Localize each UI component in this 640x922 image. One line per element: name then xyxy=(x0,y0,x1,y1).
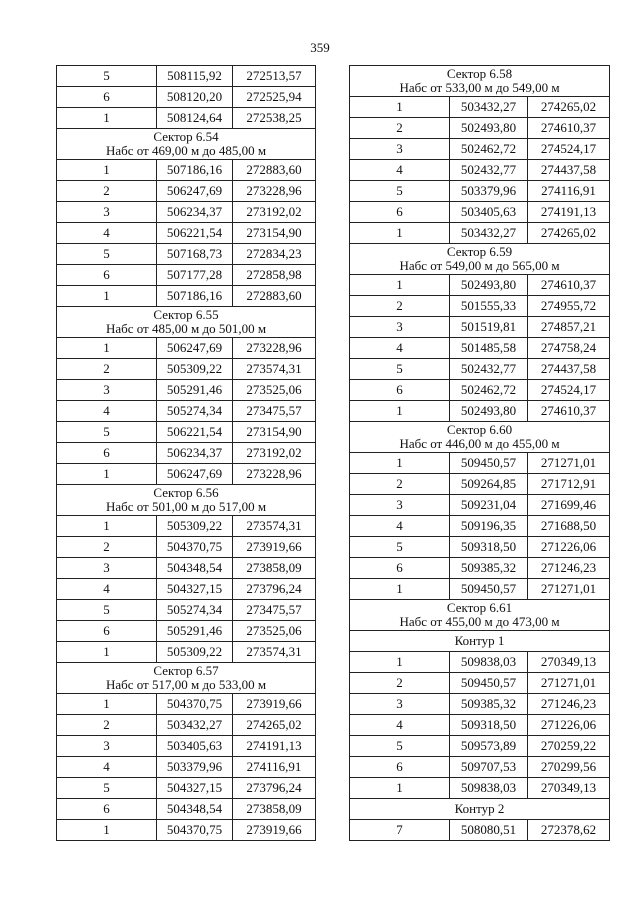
table-row xyxy=(350,694,610,715)
altitude-range: Набс от 469,00 м до 485,00 м xyxy=(105,143,267,158)
point-number-cell: 1 xyxy=(57,694,157,715)
x-coordinate-cell: 502462,72 xyxy=(450,139,528,160)
point-number-cell: 3 xyxy=(57,736,157,757)
altitude-range: Набс от 517,00 м до 533,00 м xyxy=(105,677,267,692)
y-coordinate-cell: 274610,37 xyxy=(528,275,610,296)
point-number-cell: 4 xyxy=(57,757,157,778)
table-row xyxy=(350,778,610,799)
y-coordinate-cell: 274524,17 xyxy=(528,380,610,401)
point-number-cell: 1 xyxy=(350,223,450,244)
table-row xyxy=(57,799,316,820)
x-coordinate-cell: 506234,37 xyxy=(157,202,233,223)
sector-title: Сектор 6.59 xyxy=(446,244,513,259)
y-coordinate-cell: 271688,50 xyxy=(528,516,610,537)
table-row xyxy=(350,97,610,118)
x-coordinate-cell: 506247,69 xyxy=(157,338,233,359)
point-number-cell: 6 xyxy=(57,87,157,108)
table-row xyxy=(57,87,316,108)
sector-header-row xyxy=(57,663,316,694)
point-number-cell: 4 xyxy=(57,579,157,600)
point-number-cell: 1 xyxy=(350,652,450,673)
point-number-cell: 5 xyxy=(350,359,450,380)
page-number: 359 xyxy=(310,40,330,55)
x-coordinate-cell: 505274,34 xyxy=(157,600,233,621)
sector-title: Сектор 6.55 xyxy=(153,307,219,322)
point-number-cell: 1 xyxy=(350,778,450,799)
contour-title: Контур 2 xyxy=(350,799,610,820)
table-row xyxy=(350,516,610,537)
table-row xyxy=(350,296,610,317)
x-coordinate-cell: 509231,04 xyxy=(450,495,528,516)
table-row xyxy=(350,118,610,139)
sector-header-cell xyxy=(350,66,610,97)
x-coordinate-cell: 507177,28 xyxy=(157,265,233,286)
x-coordinate-cell: 509318,50 xyxy=(450,715,528,736)
y-coordinate-cell: 270349,13 xyxy=(528,652,610,673)
point-number-cell: 4 xyxy=(350,338,450,359)
contour-title: Контур 1 xyxy=(350,631,610,652)
point-number-cell: 2 xyxy=(350,296,450,317)
point-number-cell: 5 xyxy=(57,66,157,87)
point-number-cell: 5 xyxy=(57,778,157,799)
table-row xyxy=(57,202,316,223)
point-number-cell: 6 xyxy=(57,265,157,286)
sector-header-cell xyxy=(350,600,610,631)
sector-title: Сектор 6.61 xyxy=(446,600,513,615)
point-number-cell: 1 xyxy=(57,286,157,307)
table-row xyxy=(350,673,610,694)
x-coordinate-cell: 507168,73 xyxy=(157,244,233,265)
table-row xyxy=(57,108,316,129)
y-coordinate-cell: 271246,23 xyxy=(528,694,610,715)
altitude-range: Набс от 501,00 м до 517,00 м xyxy=(105,499,267,514)
point-number-cell: 1 xyxy=(57,642,157,663)
y-coordinate-cell: 273919,66 xyxy=(233,820,316,841)
x-coordinate-cell: 505291,46 xyxy=(157,380,233,401)
point-number-cell: 1 xyxy=(57,160,157,181)
x-coordinate-cell: 509385,32 xyxy=(450,694,528,715)
x-coordinate-cell: 509707,53 xyxy=(450,757,528,778)
table-row xyxy=(350,317,610,338)
table-row xyxy=(57,286,316,307)
table-row xyxy=(350,338,610,359)
y-coordinate-cell: 273858,09 xyxy=(233,558,316,579)
point-number-cell: 5 xyxy=(350,537,450,558)
x-coordinate-cell: 509450,57 xyxy=(450,453,528,474)
table-row xyxy=(350,558,610,579)
table-row xyxy=(57,160,316,181)
y-coordinate-cell: 272378,62 xyxy=(528,820,610,841)
sector-title: Сектор 6.54 xyxy=(153,129,219,144)
x-coordinate-cell: 509838,03 xyxy=(450,652,528,673)
x-coordinate-cell: 503432,27 xyxy=(157,715,233,736)
x-coordinate-cell: 506247,69 xyxy=(157,181,233,202)
y-coordinate-cell: 271226,06 xyxy=(528,537,610,558)
point-number-cell: 1 xyxy=(57,464,157,485)
y-coordinate-cell: 273796,24 xyxy=(233,778,316,799)
sector-header-row xyxy=(350,422,610,453)
point-number-cell: 3 xyxy=(57,558,157,579)
x-coordinate-cell: 501519,81 xyxy=(450,317,528,338)
point-number-cell: 7 xyxy=(350,820,450,841)
point-number-cell: 3 xyxy=(57,380,157,401)
x-coordinate-cell: 509385,32 xyxy=(450,558,528,579)
table-row xyxy=(57,516,316,537)
sector-header-cell xyxy=(57,485,316,516)
point-number-cell: 3 xyxy=(350,495,450,516)
sector-header-row xyxy=(57,485,316,516)
table-row xyxy=(350,380,610,401)
point-number-cell: 4 xyxy=(350,715,450,736)
y-coordinate-cell: 273574,31 xyxy=(233,359,316,380)
point-number-cell: 5 xyxy=(57,422,157,443)
x-coordinate-cell: 506234,37 xyxy=(157,443,233,464)
y-coordinate-cell: 274857,21 xyxy=(528,317,610,338)
point-number-cell: 1 xyxy=(350,97,450,118)
x-coordinate-cell: 509450,57 xyxy=(450,673,528,694)
x-coordinate-cell: 504327,15 xyxy=(157,778,233,799)
point-number-cell: 4 xyxy=(350,160,450,181)
table-row xyxy=(350,139,610,160)
x-coordinate-cell: 503379,96 xyxy=(450,181,528,202)
table-row xyxy=(350,223,610,244)
table-row xyxy=(57,443,316,464)
y-coordinate-cell: 271271,01 xyxy=(528,673,610,694)
y-coordinate-cell: 273475,57 xyxy=(233,401,316,422)
point-number-cell: 6 xyxy=(350,380,450,401)
point-number-cell: 6 xyxy=(350,558,450,579)
x-coordinate-cell: 503379,96 xyxy=(157,757,233,778)
x-coordinate-cell: 504370,75 xyxy=(157,537,233,558)
y-coordinate-cell: 273919,66 xyxy=(233,694,316,715)
y-coordinate-cell: 274610,37 xyxy=(528,401,610,422)
table-row xyxy=(350,160,610,181)
y-coordinate-cell: 273858,09 xyxy=(233,799,316,820)
y-coordinate-cell: 273525,06 xyxy=(233,621,316,642)
point-number-cell: 1 xyxy=(57,338,157,359)
y-coordinate-cell: 270299,56 xyxy=(528,757,610,778)
table-row xyxy=(350,736,610,757)
table-row xyxy=(350,495,610,516)
table-row xyxy=(350,181,610,202)
point-number-cell: 2 xyxy=(57,181,157,202)
y-coordinate-cell: 274265,02 xyxy=(528,97,610,118)
table-row xyxy=(57,715,316,736)
sector-header-row xyxy=(350,66,610,97)
x-coordinate-cell: 504370,75 xyxy=(157,694,233,715)
point-number-cell: 2 xyxy=(350,474,450,495)
x-coordinate-cell: 501555,33 xyxy=(450,296,528,317)
point-number-cell: 4 xyxy=(57,223,157,244)
x-coordinate-cell: 503405,63 xyxy=(157,736,233,757)
table-row xyxy=(57,401,316,422)
y-coordinate-cell: 274955,72 xyxy=(528,296,610,317)
x-coordinate-cell: 502493,80 xyxy=(450,275,528,296)
y-coordinate-cell: 274437,58 xyxy=(528,160,610,181)
y-coordinate-cell: 273919,66 xyxy=(233,537,316,558)
table-row xyxy=(350,579,610,600)
point-number-cell: 1 xyxy=(350,275,450,296)
x-coordinate-cell: 509838,03 xyxy=(450,778,528,799)
table-row xyxy=(350,715,610,736)
x-coordinate-cell: 503405,63 xyxy=(450,202,528,223)
altitude-range: Набс от 446,00 м до 455,00 м xyxy=(399,436,560,451)
x-coordinate-cell: 502432,77 xyxy=(450,160,528,181)
table-row xyxy=(350,820,610,841)
y-coordinate-cell: 273475,57 xyxy=(233,600,316,621)
point-number-cell: 2 xyxy=(350,118,450,139)
contour-header-row xyxy=(350,799,610,820)
x-coordinate-cell: 509573,89 xyxy=(450,736,528,757)
y-coordinate-cell: 271699,46 xyxy=(528,495,610,516)
x-coordinate-cell: 501485,58 xyxy=(450,338,528,359)
x-coordinate-cell: 504370,75 xyxy=(157,820,233,841)
sector-header-row xyxy=(350,600,610,631)
y-coordinate-cell: 274116,91 xyxy=(528,181,610,202)
x-coordinate-cell: 508120,20 xyxy=(157,87,233,108)
y-coordinate-cell: 273574,31 xyxy=(233,516,316,537)
x-coordinate-cell: 509450,57 xyxy=(450,579,528,600)
sector-title: Сектор 6.57 xyxy=(153,663,219,678)
point-number-cell: 4 xyxy=(57,401,157,422)
sector-header-row xyxy=(57,129,316,160)
coordinates-table-left xyxy=(56,65,316,841)
y-coordinate-cell: 273154,90 xyxy=(233,223,316,244)
y-coordinate-cell: 271226,06 xyxy=(528,715,610,736)
y-coordinate-cell: 274265,02 xyxy=(528,223,610,244)
y-coordinate-cell: 272513,57 xyxy=(233,66,316,87)
y-coordinate-cell: 272883,60 xyxy=(233,286,316,307)
point-number-cell: 1 xyxy=(57,108,157,129)
table-row xyxy=(57,642,316,663)
altitude-range: Набс от 485,00 м до 501,00 м xyxy=(105,321,267,336)
y-coordinate-cell: 273154,90 xyxy=(233,422,316,443)
point-number-cell: 1 xyxy=(350,453,450,474)
table-row xyxy=(350,275,610,296)
table-row xyxy=(57,757,316,778)
point-number-cell: 1 xyxy=(350,579,450,600)
y-coordinate-cell: 273228,96 xyxy=(233,338,316,359)
y-coordinate-cell: 274191,13 xyxy=(528,202,610,223)
x-coordinate-cell: 505309,22 xyxy=(157,642,233,663)
table-row xyxy=(57,537,316,558)
point-number-cell: 4 xyxy=(350,516,450,537)
point-number-cell: 3 xyxy=(57,202,157,223)
table-row xyxy=(57,338,316,359)
table-row xyxy=(350,537,610,558)
x-coordinate-cell: 509196,35 xyxy=(450,516,528,537)
table-row xyxy=(57,265,316,286)
altitude-range: Набс от 549,00 м до 565,00 м xyxy=(399,258,560,273)
point-number-cell: 5 xyxy=(350,181,450,202)
point-number-cell: 6 xyxy=(57,621,157,642)
table-row xyxy=(57,736,316,757)
point-number-cell: 3 xyxy=(350,694,450,715)
x-coordinate-cell: 507186,16 xyxy=(157,160,233,181)
x-coordinate-cell: 506221,54 xyxy=(157,422,233,443)
table-row xyxy=(350,202,610,223)
table-row xyxy=(350,401,610,422)
sector-title: Сектор 6.56 xyxy=(153,485,219,500)
x-coordinate-cell: 502432,77 xyxy=(450,359,528,380)
table-row xyxy=(57,464,316,485)
x-coordinate-cell: 503432,27 xyxy=(450,223,528,244)
sector-header-row xyxy=(350,244,610,275)
table-row xyxy=(57,359,316,380)
x-coordinate-cell: 505291,46 xyxy=(157,621,233,642)
y-coordinate-cell: 273192,02 xyxy=(233,443,316,464)
x-coordinate-cell: 506221,54 xyxy=(157,223,233,244)
table-row xyxy=(57,66,316,87)
x-coordinate-cell: 503432,27 xyxy=(450,97,528,118)
y-coordinate-cell: 274610,37 xyxy=(528,118,610,139)
y-coordinate-cell: 274758,24 xyxy=(528,338,610,359)
y-coordinate-cell: 274265,02 xyxy=(233,715,316,736)
table-row xyxy=(57,181,316,202)
table-row xyxy=(57,778,316,799)
sector-header-cell xyxy=(57,307,316,338)
point-number-cell: 1 xyxy=(57,820,157,841)
table-row xyxy=(57,422,316,443)
table-row xyxy=(57,600,316,621)
point-number-cell: 1 xyxy=(57,516,157,537)
point-number-cell: 5 xyxy=(350,736,450,757)
point-number-cell: 2 xyxy=(57,359,157,380)
point-number-cell: 2 xyxy=(57,537,157,558)
contour-header-row xyxy=(350,631,610,652)
point-number-cell: 2 xyxy=(57,715,157,736)
y-coordinate-cell: 274524,17 xyxy=(528,139,610,160)
x-coordinate-cell: 505274,34 xyxy=(157,401,233,422)
x-coordinate-cell: 509264,85 xyxy=(450,474,528,495)
point-number-cell: 6 xyxy=(57,443,157,464)
y-coordinate-cell: 273796,24 xyxy=(233,579,316,600)
y-coordinate-cell: 273192,02 xyxy=(233,202,316,223)
y-coordinate-cell: 271712,91 xyxy=(528,474,610,495)
table-row xyxy=(350,359,610,380)
sector-title: Сектор 6.60 xyxy=(446,422,513,437)
table-row xyxy=(57,380,316,401)
y-coordinate-cell: 274191,13 xyxy=(233,736,316,757)
y-coordinate-cell: 271246,23 xyxy=(528,558,610,579)
point-number-cell: 6 xyxy=(350,757,450,778)
table-row xyxy=(57,558,316,579)
x-coordinate-cell: 509318,50 xyxy=(450,537,528,558)
point-number-cell: 5 xyxy=(57,244,157,265)
x-coordinate-cell: 505309,22 xyxy=(157,359,233,380)
x-coordinate-cell: 504348,54 xyxy=(157,799,233,820)
x-coordinate-cell: 508115,92 xyxy=(157,66,233,87)
point-number-cell: 6 xyxy=(350,202,450,223)
table-row xyxy=(57,621,316,642)
y-coordinate-cell: 271271,01 xyxy=(528,579,610,600)
table-row xyxy=(57,223,316,244)
point-number-cell: 3 xyxy=(350,317,450,338)
x-coordinate-cell: 504327,15 xyxy=(157,579,233,600)
y-coordinate-cell: 270259,22 xyxy=(528,736,610,757)
x-coordinate-cell: 506247,69 xyxy=(157,464,233,485)
sector-title: Сектор 6.58 xyxy=(446,66,513,81)
table-row xyxy=(57,244,316,265)
x-coordinate-cell: 505309,22 xyxy=(157,516,233,537)
table-row xyxy=(57,579,316,600)
table-row xyxy=(57,694,316,715)
point-number-cell: 5 xyxy=(57,600,157,621)
y-coordinate-cell: 272834,23 xyxy=(233,244,316,265)
table-row xyxy=(350,453,610,474)
point-number-cell: 6 xyxy=(57,799,157,820)
y-coordinate-cell: 273228,96 xyxy=(233,181,316,202)
y-coordinate-cell: 272538,25 xyxy=(233,108,316,129)
table-row xyxy=(350,757,610,778)
sector-header-cell xyxy=(57,129,316,160)
sector-header-cell xyxy=(57,663,316,694)
y-coordinate-cell: 271271,01 xyxy=(528,453,610,474)
point-number-cell: 2 xyxy=(350,673,450,694)
x-coordinate-cell: 502493,80 xyxy=(450,401,528,422)
y-coordinate-cell: 273574,31 xyxy=(233,642,316,663)
coordinates-table-right xyxy=(349,65,610,841)
y-coordinate-cell: 272858,98 xyxy=(233,265,316,286)
sector-header-cell xyxy=(350,422,610,453)
sector-header-row xyxy=(57,307,316,338)
point-number-cell: 1 xyxy=(350,401,450,422)
sector-header-cell xyxy=(350,244,610,275)
x-coordinate-cell: 508080,51 xyxy=(450,820,528,841)
y-coordinate-cell: 270349,13 xyxy=(528,778,610,799)
altitude-range: Набс от 455,00 м до 473,00 м xyxy=(399,614,560,629)
y-coordinate-cell: 272883,60 xyxy=(233,160,316,181)
y-coordinate-cell: 272525,94 xyxy=(233,87,316,108)
y-coordinate-cell: 274437,58 xyxy=(528,359,610,380)
y-coordinate-cell: 273228,96 xyxy=(233,464,316,485)
x-coordinate-cell: 508124,64 xyxy=(157,108,233,129)
x-coordinate-cell: 502462,72 xyxy=(450,380,528,401)
altitude-range: Набс от 533,00 м до 549,00 м xyxy=(399,80,560,95)
x-coordinate-cell: 504348,54 xyxy=(157,558,233,579)
table-row xyxy=(350,474,610,495)
point-number-cell: 3 xyxy=(350,139,450,160)
x-coordinate-cell: 502493,80 xyxy=(450,118,528,139)
table-row xyxy=(350,652,610,673)
table-row xyxy=(57,820,316,841)
x-coordinate-cell: 507186,16 xyxy=(157,286,233,307)
y-coordinate-cell: 273525,06 xyxy=(233,380,316,401)
y-coordinate-cell: 274116,91 xyxy=(233,757,316,778)
